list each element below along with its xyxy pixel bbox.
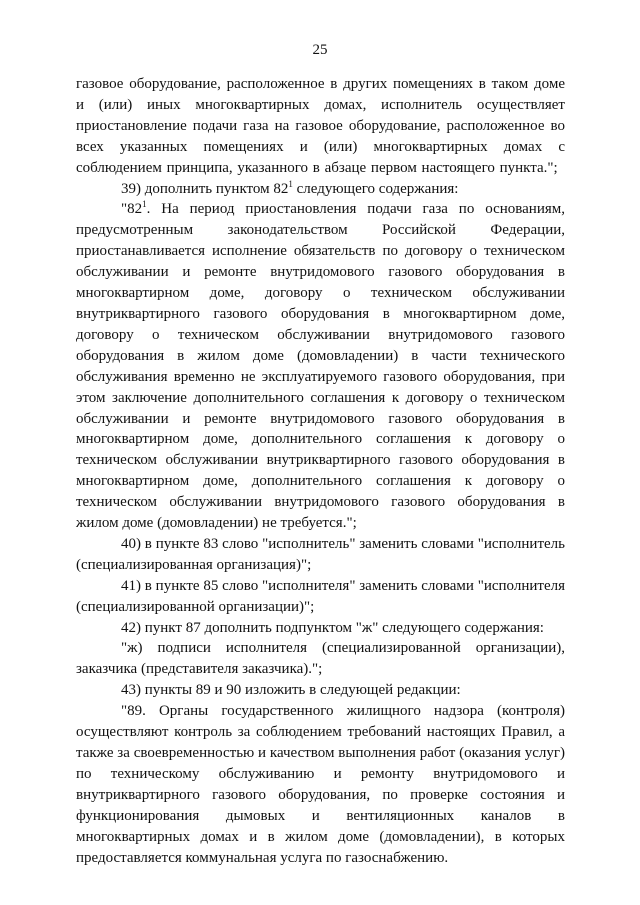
- item-39: 39) дополнить пунктом $82^1$ следующего содержания:: [121, 178, 459, 197]
- page-number: 25: [312, 42, 328, 58]
- paragraph-82-1: "$82^1$. На период приостановления подачи газа по основаниям, предусмотренным законодательством Российской Федерации, приостанавливается исполнение обязательств по договору о техническом обслуживании и ремонте внутридомового газового оборудования в многоквартирном доме, договору о техническом обслуживании внутриквартирного газового оборудования в многоквартирном доме, договору о техническом обслуживании внутридомового газового оборудования в жилом доме (домовладении) в части технического обслуживания временно не эксплуатируемого газового оборудования, при этом заключение дополнительного соглашения к договору о техническом обслуживании и ремонте внутридомового газового оборудования в многоквартирном доме, дополнительного соглашения к договору о техническом обслуживании внутриквартирного газового оборудования в многоквартирном доме, дополнительного соглашения к договору о техническом обслуживании внутридомового газового оборудования в жилом доме (домовладении) не требуется.";: [76, 199, 565, 532]
- subitem-zh: "ж) подписи исполнителя (специализированной организации), заказчика (представителя заказчика).";: [76, 640, 565, 678]
- paragraph-89: "89. Органы государственного жилищного надзора (контроля) осуществляют контроль за соблюдением требований настоящих Правил, а также за своевременностью и качеством выполнения работ (оказания услуг) по техническому обслуживанию и ремонту внутридомового и внутриквартирного газового оборудования, по проверке состояния и функционирования дымовых и вентиляционных каналов в многоквартирных домах и в жилом доме (домовладении), в которых предоставляется коммунальная услуга по газоснабжению.: [76, 703, 565, 866]
- paragraph-continuation: газовое оборудование, расположенное в других помещениях в таком доме и (или) иных многоквартирных домах, исполнитель осуществляет приостановление подачи газа на газовое оборудование, расположенное во всех указанных помещениях и (или) многоквартирных домах с соблюдением принципа, указанного в абзаце первом настоящего пункта.";: [76, 76, 565, 176]
- item-43: 43) пункты 89 и 90 изложить в следующей редакции:: [121, 682, 461, 699]
- item-40: 40) в пункте 83 слово "исполнитель" заменить словами "исполнитель (специализированная организация)";: [76, 535, 565, 573]
- item-42: 42) пункт 87 дополнить подпунктом "ж" следующего содержания:: [121, 619, 544, 636]
- superscript: 1: [142, 199, 147, 210]
- document-body: [76, 74, 565, 868]
- item-41: 41) в пункте 85 слово "исполнителя" заменить словами "исполнителя (специализированной организации)";: [76, 577, 565, 615]
- superscript: 1: [288, 178, 293, 189]
